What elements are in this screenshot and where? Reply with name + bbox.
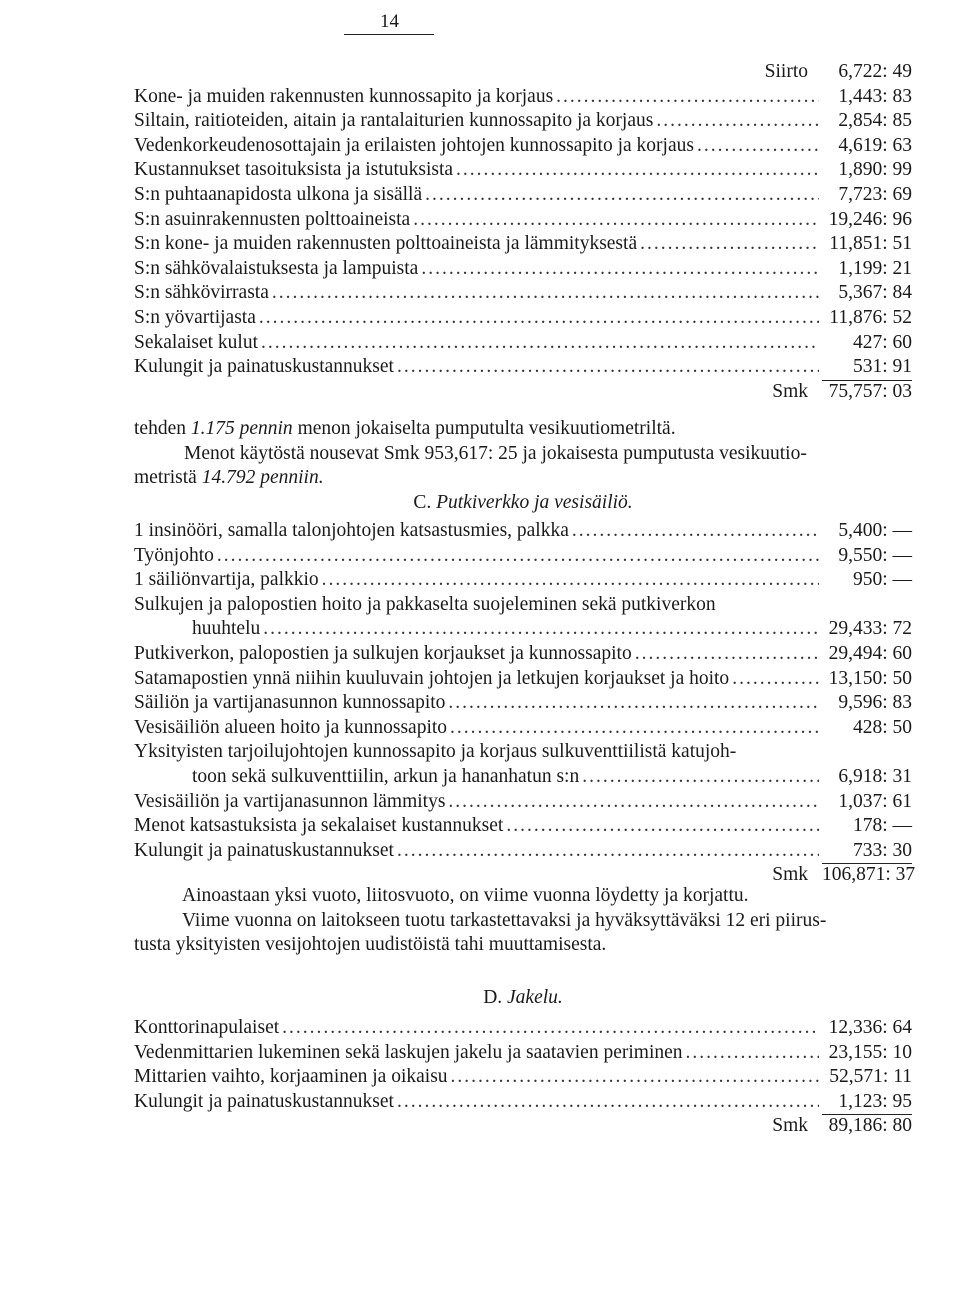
dot-leader [448, 691, 819, 716]
text-line: Ainoastaan yksi vuoto, liitosvuoto, on viime vuonna löydetty ja korjattu. [182, 885, 749, 906]
table-row [134, 642, 912, 667]
expense-table-1 [134, 60, 912, 404]
table-row [134, 134, 912, 159]
dot-leader [686, 1041, 819, 1066]
item-label: Satamapostien ynnä niihin kuuluvain johtojen ja letkujen korjaukset ja hoito [134, 667, 730, 689]
item-label: S:n sähkövirrasta [134, 282, 269, 304]
text-fragment: menon jokaiselta pumputulta vesikuutiometriltä. [292, 418, 676, 439]
text-line: tusta yksityisten vesijohtojen uudistöistä tahi muuttamisesta. [134, 934, 607, 956]
italic-fragment: 14.792 penniin. [201, 467, 324, 489]
dot-leader [451, 1065, 819, 1090]
dot-leader [282, 1016, 819, 1041]
text-block-1 [134, 417, 912, 491]
item-label: Vesisäiliön ja vartijanasunnon lämmitys [134, 790, 446, 812]
text-block-2 [134, 884, 912, 958]
item-label: Vedenkorkeudenosottajain ja erilaisten johtojen kunnossapito ja korjaus [134, 134, 694, 156]
item-amount: 1,890: 99 [838, 159, 912, 181]
table-row [134, 790, 912, 815]
item-amount: 1,443: 83 [838, 85, 912, 107]
dot-leader [421, 257, 819, 282]
dot-leader [640, 232, 819, 257]
item-label: 1 insinööri, samalla talonjohtojen katsastusmies, palkka [134, 520, 569, 541]
table-row [134, 667, 912, 692]
item-label: Mittarien vaihto, korjaaminen ja oikaisu [134, 1066, 448, 1088]
section-title: Jakelu. [507, 987, 563, 1008]
item-label: S:n asuinrakennusten polttoaineista [134, 208, 411, 230]
table-row [134, 839, 912, 864]
dot-leader [259, 306, 819, 331]
item-amount: 178: — [852, 815, 912, 837]
item-amount: 1,199: 21 [838, 257, 912, 279]
page-number: 14 [380, 11, 399, 32]
table-row [134, 232, 912, 257]
section-letter: C. [413, 492, 432, 513]
text-line [134, 466, 912, 491]
item-amount: 19,246: 96 [828, 208, 912, 230]
dot-leader [732, 667, 819, 692]
table-row [134, 691, 912, 716]
item-amount: 6,918: 31 [838, 765, 912, 787]
item-label: Menot katsastuksista ja sekalaiset kustannukset [134, 815, 504, 837]
item-amount: 950: — [852, 569, 912, 591]
dot-leader [322, 568, 819, 593]
item-label: Putkiverkon, palopostien ja sulkujen korjaukset ja kunnossapito [134, 642, 632, 664]
italic-fragment: 1.175 pennin [190, 418, 293, 439]
table-row [134, 1041, 912, 1066]
total-row [134, 380, 912, 405]
carry-row [134, 60, 912, 85]
dot-leader [413, 208, 819, 233]
table-row [134, 208, 912, 233]
table-row [134, 183, 912, 208]
dot-leader [448, 790, 819, 815]
item-label: S:n yövartijasta [134, 306, 256, 328]
section-title: Putkiverkko ja vesisäiliö. [436, 492, 633, 513]
item-label: Kustannukset tasoituksista ja istutuksista [134, 159, 454, 181]
item-amount: 4,619: 63 [838, 134, 912, 156]
item-amount: 5,367: 84 [838, 282, 912, 304]
item-amount: 428: 50 [852, 716, 912, 738]
table-row [134, 1090, 912, 1115]
item-label: Konttorinapulaiset [134, 1017, 280, 1038]
expense-table-c [134, 519, 916, 888]
dot-leader [556, 85, 819, 110]
dot-leader [456, 158, 819, 183]
item-amount: 12,336: 64 [828, 1017, 912, 1038]
item-amount: 1,123: 95 [822, 1090, 912, 1116]
table-row [134, 1016, 912, 1041]
item-label: Kulungit ja painatuskustannukset [134, 839, 394, 861]
table-row [134, 331, 912, 356]
dot-leader [272, 281, 819, 306]
text-line: Menot käytöstä nousevat Smk 953,617: 25 ja jokaisesta pumputusta vesikuutio- [184, 442, 807, 464]
item-amount: 11,876: 52 [829, 306, 912, 328]
item-label: Sekalaiset kulut [134, 331, 259, 353]
dot-leader [450, 716, 819, 741]
item-label-line1: Sulkujen ja palopostien hoito ja pakkaselta suojeleminen sekä putkiverkon [134, 593, 716, 615]
total-amount: 106,871: 37 [822, 864, 916, 886]
item-label: Säiliön ja vartijanasunnon kunnossapito [134, 692, 446, 714]
item-label: Kone- ja muiden rakennusten kunnossapito ja korjaus [134, 85, 554, 107]
item-label: Kulungit ja painatuskustannukset [134, 356, 394, 378]
table-row [134, 716, 912, 741]
dot-leader [506, 814, 819, 839]
item-amount: 11,851: 51 [829, 233, 912, 255]
dot-leader [263, 617, 819, 642]
item-amount: 427: 60 [852, 331, 912, 353]
item-label: Työnjohto [134, 544, 214, 566]
item-label: Kulungit ja painatuskustannukset [134, 1090, 394, 1112]
item-amount: 29,433: 72 [828, 618, 912, 640]
table-row [134, 257, 912, 282]
dot-leader [635, 642, 819, 667]
item-label: huuhtelu [192, 618, 261, 640]
item-amount: 9,596: 83 [838, 692, 912, 714]
item-label-line1: Yksityisten tarjoilujohtojen kunnossapito ja korjaus sulkuventtiilistä katujoh- [134, 741, 737, 763]
dot-leader [261, 331, 819, 356]
table-row [134, 306, 912, 331]
total-amount: 89,186: 80 [828, 1115, 912, 1137]
total-label: Smk [772, 380, 808, 402]
item-label: S:n puhtaanapidosta ulkona ja sisällä [134, 183, 423, 205]
table-row [134, 519, 912, 544]
item-label: Siltain, raitioteiden, aitain ja rantalaiturien kunnossapito ja korjaus [134, 110, 654, 132]
item-label: 1 säiliönvartija, palkkio [134, 569, 319, 591]
dot-leader [397, 1090, 819, 1115]
table-row [134, 158, 912, 183]
page-number-rule [344, 34, 434, 35]
dot-leader [582, 765, 819, 790]
text-fragment: metristä [134, 467, 202, 489]
section-c-heading [134, 491, 912, 516]
item-label: toon sekä sulkuventtiilin, arkun ja hananhatun s:n [192, 765, 580, 787]
table-row [134, 544, 912, 569]
item-amount: 9,550: — [838, 544, 912, 566]
table-row [134, 814, 912, 839]
section-letter: D. [483, 987, 503, 1008]
dot-leader [217, 544, 819, 569]
total-amount: 75,757: 03 [828, 380, 912, 402]
text-line [134, 417, 912, 442]
carry-amount: 6,722: 49 [838, 61, 912, 82]
item-label: Vesisäiliön alueen hoito ja kunnossapito [134, 716, 448, 738]
carry-label: Siirto [764, 61, 808, 82]
table-row [134, 85, 912, 110]
table-row [134, 281, 912, 306]
table-row [134, 1065, 912, 1090]
item-amount: 531: 91 [822, 355, 912, 381]
table-row [134, 617, 912, 642]
total-row [134, 1114, 912, 1139]
dot-leader [397, 355, 819, 380]
item-amount: 13,150: 50 [828, 667, 912, 689]
dot-leader [656, 109, 819, 134]
text-fragment: tehden [134, 418, 191, 439]
total-label: Smk [772, 864, 808, 886]
table-row [134, 765, 912, 790]
expense-table-d [134, 1016, 912, 1139]
item-amount: 7,723: 69 [838, 183, 912, 205]
item-amount: 23,155: 10 [828, 1041, 912, 1063]
dot-leader [572, 519, 819, 544]
item-amount: 52,571: 11 [829, 1066, 912, 1088]
section-d-heading [134, 986, 912, 1011]
total-label: Smk [772, 1115, 808, 1137]
item-amount: 2,854: 85 [838, 110, 912, 132]
table-row [134, 355, 912, 380]
item-label: Vedenmittarien lukeminen sekä laskujen jakelu ja saatavien periminen [134, 1041, 683, 1063]
item-label: S:n sähkövalaistuksesta ja lampuista [134, 257, 419, 279]
table-row [134, 568, 912, 593]
item-amount: 733: 30 [822, 839, 912, 865]
item-label: S:n kone- ja muiden rakennusten polttoaineista ja lämmityksestä [134, 233, 638, 255]
item-amount: 1,037: 61 [838, 790, 912, 812]
dot-leader [397, 839, 819, 864]
dot-leader [697, 134, 819, 159]
table-row [134, 109, 912, 134]
dot-leader [425, 183, 819, 208]
item-amount: 29,494: 60 [828, 642, 912, 664]
text-line: Viime vuonna on laitokseen tuotu tarkastettavaksi ja hyväksyttäväksi 12 eri piirus- [182, 909, 827, 931]
item-amount: 5,400: — [838, 520, 912, 541]
